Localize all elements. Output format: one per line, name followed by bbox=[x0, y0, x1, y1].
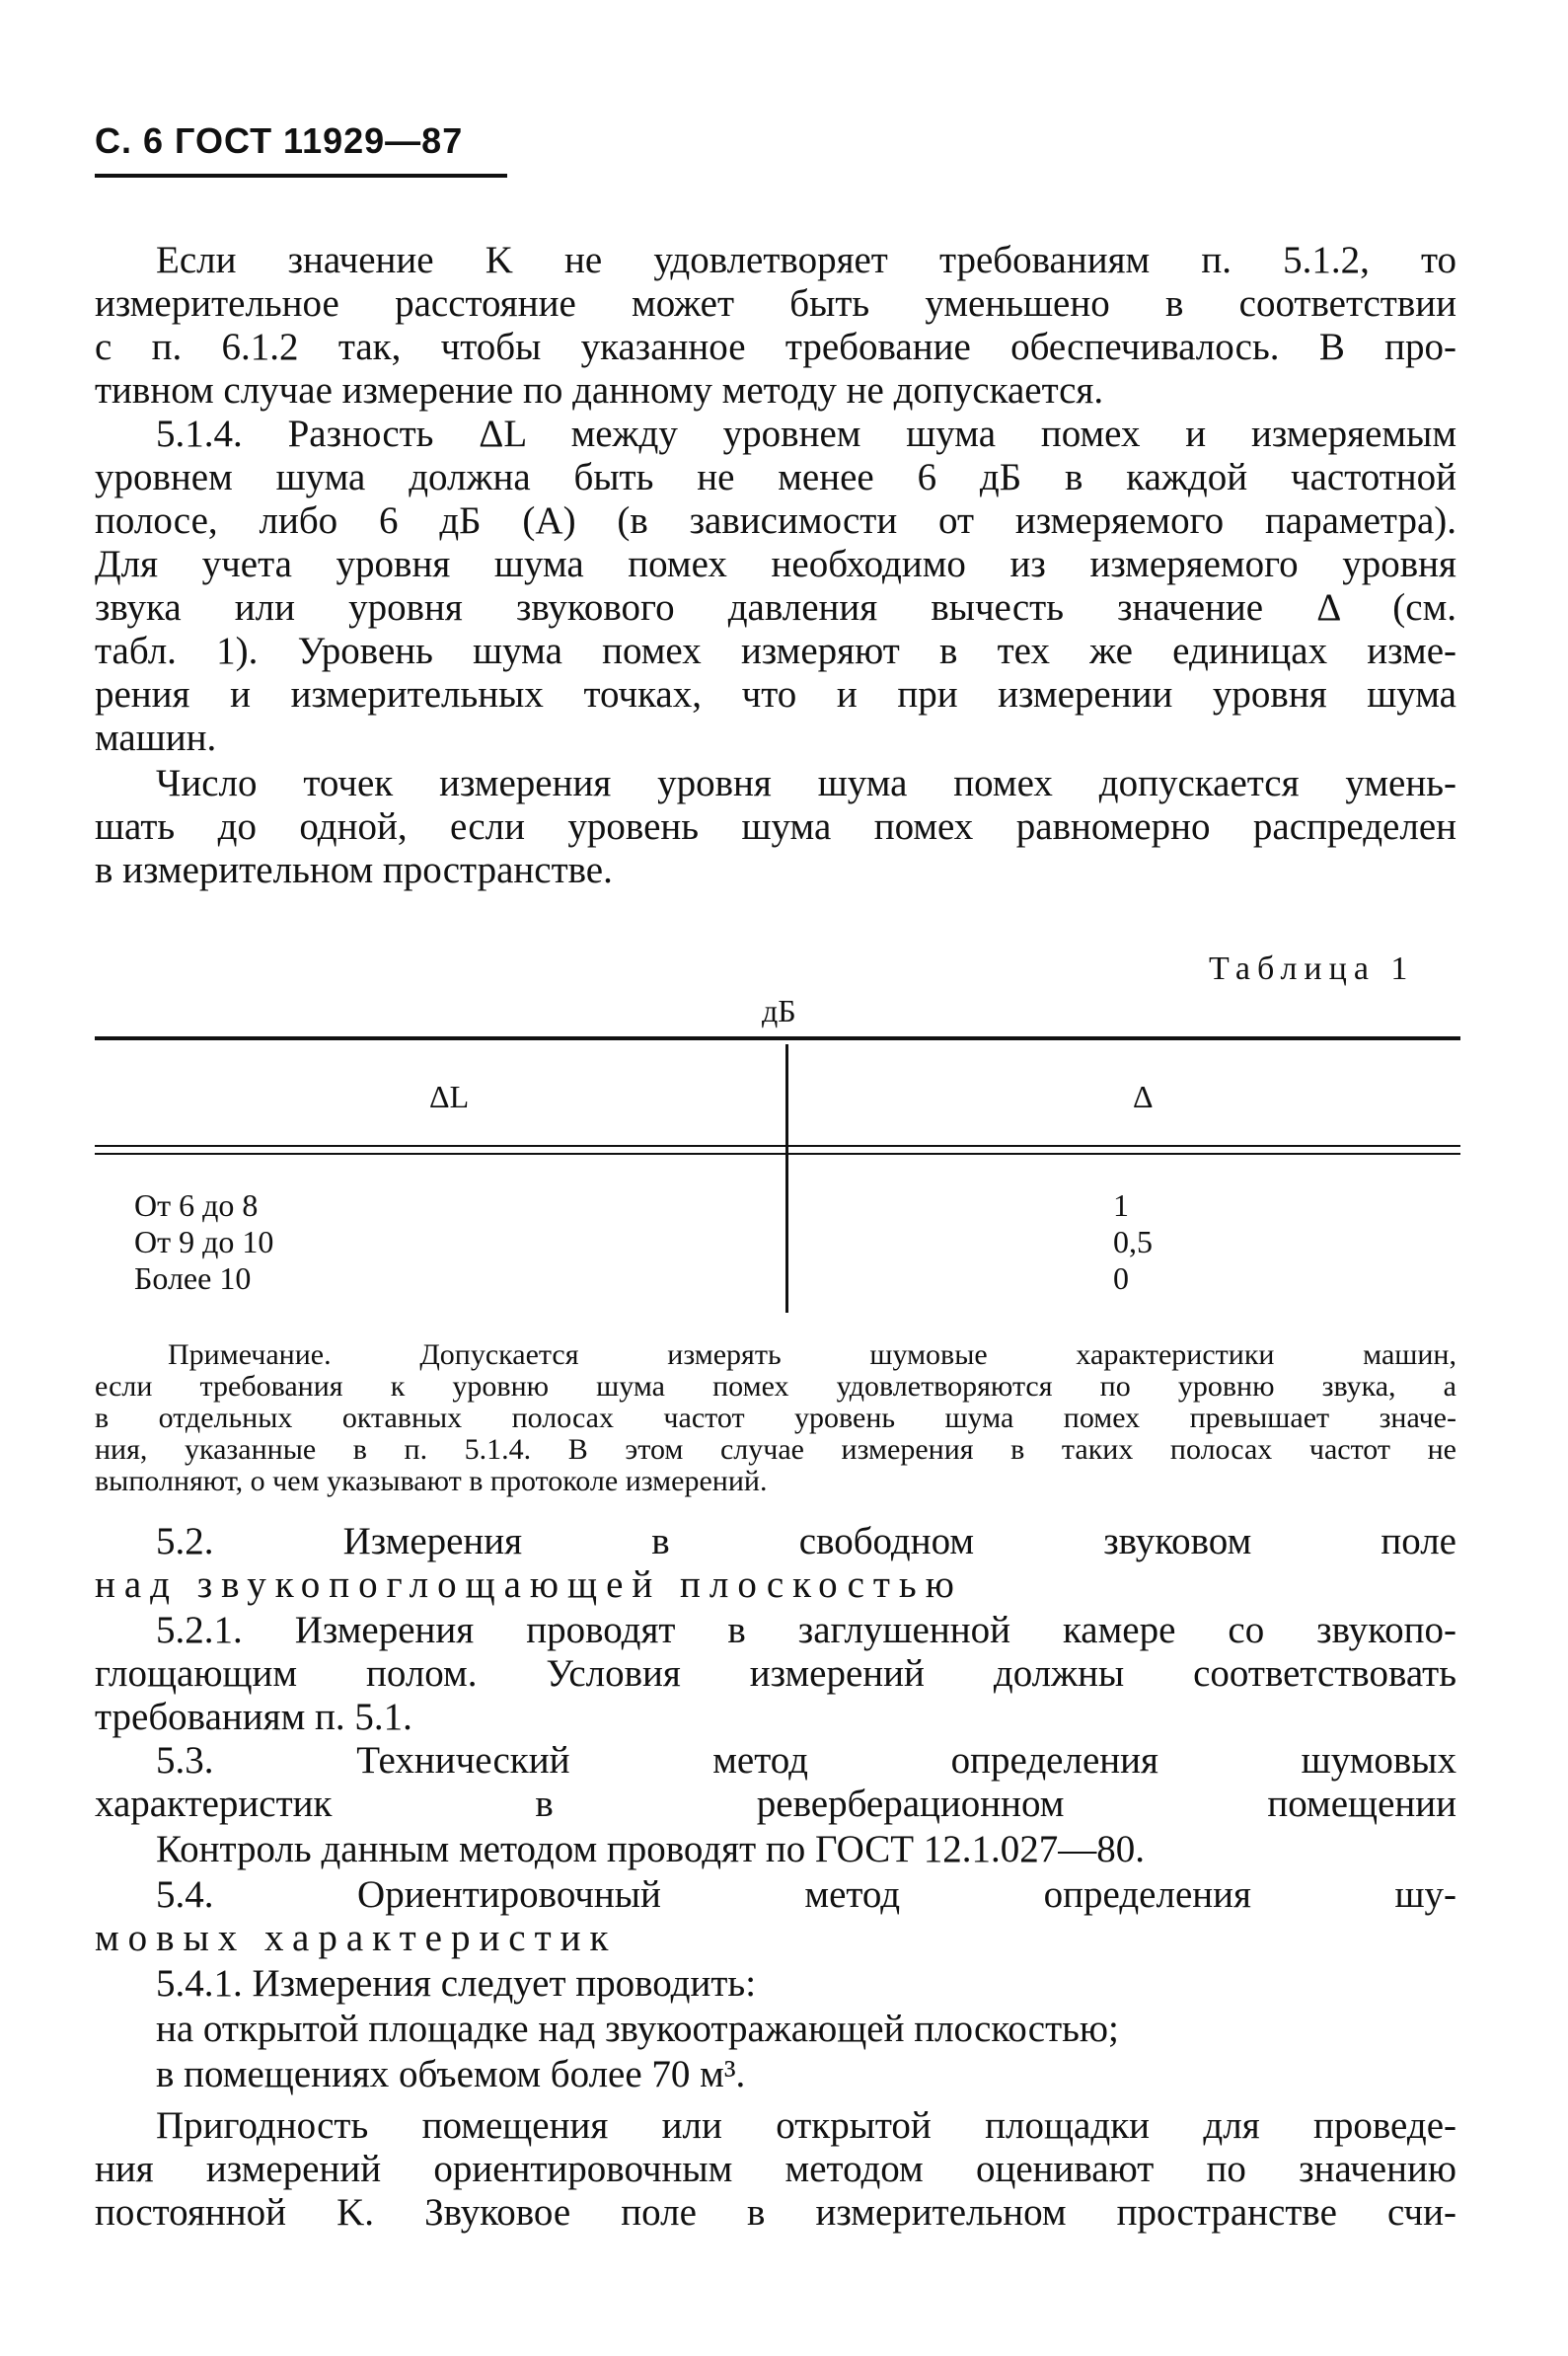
para-5-4-1-line: 5.4.1. Измерения следует проводить: bbox=[156, 1962, 757, 2005]
table-column-divider bbox=[785, 1044, 788, 1313]
paragraph2-line: рения и измерительных точках, что и при измерении уровня шума bbox=[95, 673, 1456, 716]
paragraph1-line: с п. 6.1.2 так, чтобы указанное требование обеспечивалось. В про- bbox=[95, 326, 1456, 368]
para-5-2-1-line: 5.2.1. Измерения проводят в заглушенной камере со звукопо- bbox=[156, 1609, 1456, 1651]
note-line: ния, указанные в п. 5.1.4. В этом случае измерения в таких полосах частот не bbox=[95, 1433, 1456, 1466]
para-5-2-1-line: требованиям п. 5.1. bbox=[95, 1696, 412, 1738]
header-rule bbox=[95, 174, 507, 178]
last-paragraph-line: постоянной K. Звуковое поле в измерительном пространстве счи- bbox=[95, 2191, 1456, 2234]
table-title: Таблица 1 bbox=[1209, 950, 1415, 987]
paragraph2-line: полосе, либо 6 дБ (A) (в зависимости от измеряемого параметра). bbox=[95, 499, 1456, 542]
paragraph3-line: Число точек измерения уровня шума помех допускается умень- bbox=[156, 762, 1456, 804]
paragraph2-line: машин. bbox=[95, 717, 217, 759]
table-header-rule-2 bbox=[95, 1153, 1460, 1155]
paragraph2-line: Для учета уровня шума помех необходимо из измеряемого уровня bbox=[95, 543, 1456, 585]
paragraph1-line: измерительное расстояние может быть уменьшено в соответствии bbox=[95, 282, 1456, 325]
note-line: выполняют, о чем указывают в протоколе измерений. bbox=[95, 1465, 768, 1497]
section-5-2-heading: над звукопоглощающей плоскостью bbox=[95, 1563, 963, 1606]
note-line: если требования к уровню шума помех удовлетворяются по уровню звука, а bbox=[95, 1370, 1456, 1403]
table-header-delta-l: ΔL bbox=[429, 1079, 470, 1114]
paragraph1-line: тивном случае измерение по данному методу не допускается. bbox=[95, 369, 1104, 412]
section-5-4-heading: 5.4. Ориентировочный метод определения шу- bbox=[156, 1873, 1456, 1916]
last-paragraph-line: Пригодность помещения или открытой площадки для проведе- bbox=[156, 2104, 1456, 2147]
table-header-rule-1 bbox=[95, 1145, 1460, 1147]
paragraph2-line: табл. 1). Уровень шума помех измеряют в тех же единицах изме- bbox=[95, 630, 1456, 672]
note-line: Примечание. Допускается измерять шумовые характеристики машин, bbox=[168, 1338, 1456, 1371]
paragraph3-line: в измерительном пространстве. bbox=[95, 849, 613, 891]
paragraph3-line: шать до одной, если уровень шума помех равномерно распределен bbox=[95, 805, 1456, 848]
note-line: в отдельных октавных полосах частот уровень шума помех превышает значе- bbox=[95, 1402, 1456, 1434]
table-cell-value: 0,5 bbox=[1113, 1224, 1153, 1259]
table-cell-value: 0 bbox=[1113, 1260, 1129, 1296]
table-top-rule bbox=[95, 1036, 1460, 1040]
section-5-4-heading: мовых характеристик bbox=[95, 1917, 618, 1959]
section-5-3-heading: 5.3. Технический метод определения шумовых bbox=[156, 1739, 1456, 1782]
last-paragraph-line: ния измерений ориентировочным методом оценивают по значению bbox=[95, 2148, 1456, 2190]
paragraph1-line: Если значение K не удовлетворяет требованиям п. 5.1.2, то bbox=[156, 239, 1456, 281]
para-5-4-1-line: на открытой площадке над звукоотражающей плоскостью; bbox=[156, 2008, 1119, 2050]
table-cell-range: От 6 до 8 bbox=[134, 1187, 259, 1223]
page-header: С. 6 ГОСТ 11929—87 bbox=[95, 120, 464, 161]
section-5-2-heading: 5.2. Измерения в свободном звуковом поле bbox=[156, 1520, 1456, 1562]
table-header-delta: Δ bbox=[1133, 1079, 1154, 1114]
table-cell-range: От 9 до 10 bbox=[134, 1224, 274, 1259]
table-cell-range: Более 10 bbox=[134, 1260, 252, 1296]
para-5-3: Контроль данным методом проводят по ГОСТ 12.1.027—80. bbox=[156, 1828, 1146, 1870]
paragraph2-line: уровнем шума должна быть не менее 6 дБ в каждой частотной bbox=[95, 456, 1456, 498]
section-5-3-heading: характеристик в реверберационном помещении bbox=[95, 1783, 1456, 1825]
para-5-2-1-line: глощающим полом. Условия измерений должны соответствовать bbox=[95, 1652, 1456, 1695]
table-cell-value: 1 bbox=[1113, 1187, 1129, 1223]
paragraph2-line: звука или уровня звукового давления вычесть значение Δ (см. bbox=[95, 586, 1456, 629]
paragraph2-line: 5.1.4. Разность ΔL между уровнем шума помех и измеряемым bbox=[156, 413, 1456, 455]
para-5-4-1-line: в помещениях объемом более 70 м³. bbox=[156, 2053, 746, 2095]
table-unit: дБ bbox=[762, 993, 796, 1028]
